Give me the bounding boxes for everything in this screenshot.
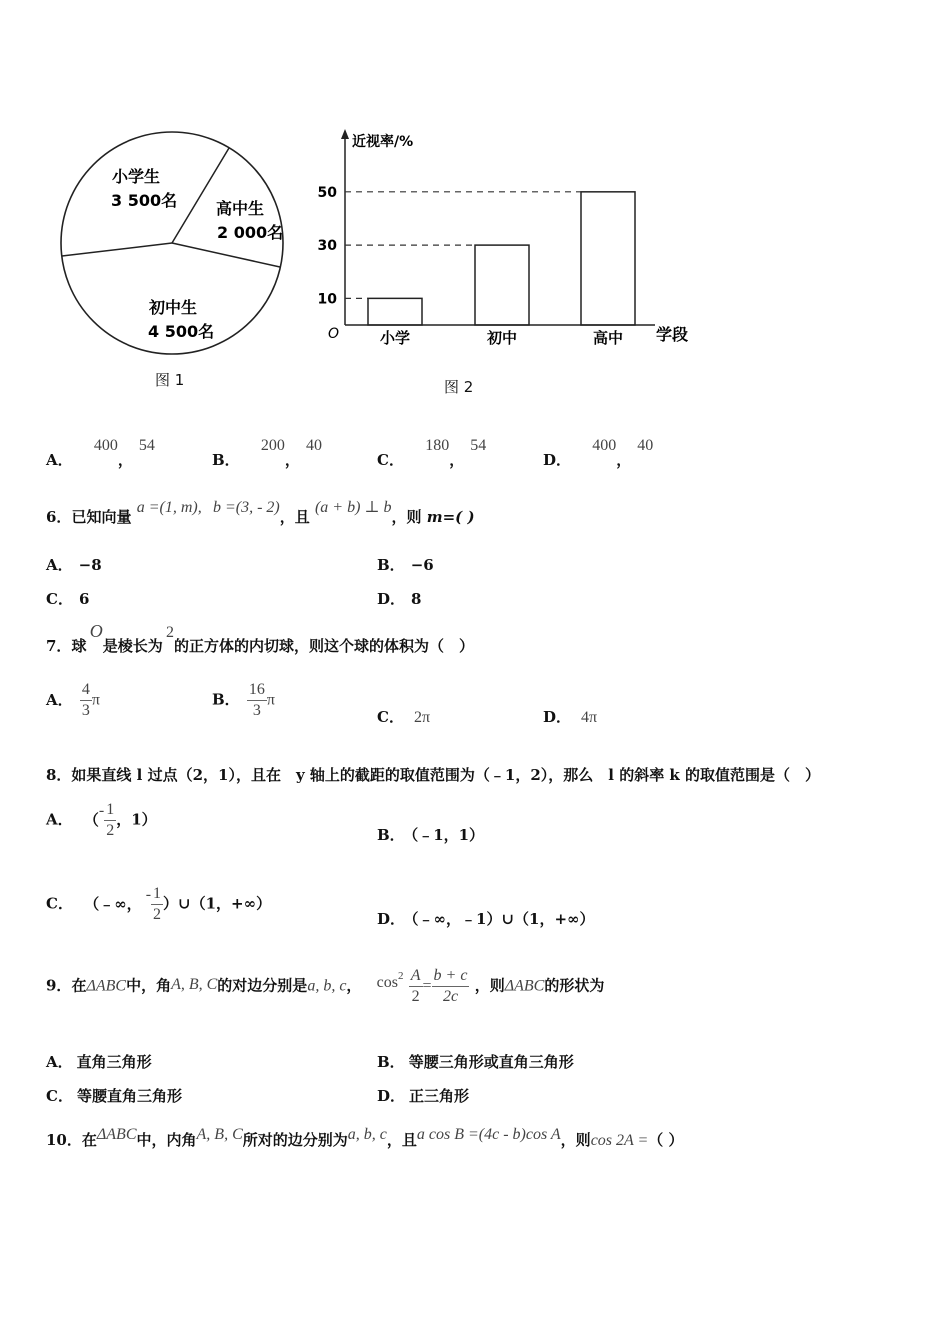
- pie-label-middle: 初中生: [149, 298, 198, 317]
- q7-c-text: 2π: [413, 709, 431, 726]
- q5-c-sep: ，: [449, 451, 465, 469]
- q5-d-letter: D．: [543, 451, 572, 469]
- q8-a-close: ，1）: [116, 810, 157, 829]
- figure2-bar-chart: [310, 125, 710, 355]
- q6-number: 6．: [46, 508, 72, 526]
- q6-vector-b: b =(3, - 2): [212, 499, 280, 516]
- q7-t2: 是棱长为: [102, 637, 163, 655]
- q8-a-num: 1: [104, 800, 116, 821]
- q6-ask: m=( ): [426, 508, 475, 526]
- q5-c-v2: 54: [470, 437, 487, 454]
- q10-stem: [46, 1123, 684, 1149]
- q5-b-sep: ，: [284, 451, 300, 469]
- q7-b-den: 3: [252, 702, 261, 719]
- q10-t1: 在: [81, 1131, 97, 1149]
- q9-t3: 的对边分别是: [217, 976, 308, 995]
- pie-label-primary: 小学生: [112, 167, 161, 186]
- q9-number: 9．: [46, 976, 72, 995]
- q7-d-text: 4π: [581, 709, 598, 726]
- q6-condition: (a + b) ⊥ b: [314, 499, 392, 516]
- q9-d-letter: D．: [377, 1087, 406, 1105]
- q9-equals: =: [422, 977, 432, 995]
- q8-c-fraction: [151, 884, 163, 925]
- q7-a-letter: A．: [46, 690, 73, 709]
- q9-t2: 中，角: [126, 976, 172, 995]
- q9-a-text: 直角三角形: [76, 1053, 152, 1071]
- q5-d-sep: ，: [616, 451, 632, 469]
- q8-a-letter: A．: [46, 810, 73, 829]
- q8-c-letter: C．: [46, 894, 73, 913]
- q7-number: 7．: [46, 637, 72, 655]
- q8-d-letter: D．: [377, 910, 406, 928]
- q7-b-num: 16: [247, 680, 267, 701]
- q9-f1-den: 2: [411, 988, 420, 1005]
- q5-option-b[interactable]: [212, 434, 322, 469]
- q5-d-v1: 400: [592, 437, 617, 454]
- pie-count-middle: 4 500名: [148, 322, 215, 341]
- q5-option-a[interactable]: [46, 434, 155, 469]
- q9-c-text: 等腰直角三角形: [76, 1087, 182, 1105]
- q9-f2-num: b + c: [432, 966, 470, 987]
- q8-c-minus: -: [145, 885, 152, 903]
- q10-t2: 中，内角: [136, 1131, 197, 1149]
- q5-b-v1: 200: [260, 437, 285, 454]
- q7-b-fraction: [247, 680, 267, 721]
- q6-option-a[interactable]: [46, 554, 102, 575]
- q10-t3: 所对的边分别为: [242, 1131, 348, 1149]
- q7-c-letter: C．: [377, 708, 404, 726]
- q6-b-letter: B．: [377, 556, 405, 574]
- q8-b-text: （﹣1，1）: [410, 826, 485, 844]
- q9-t4: ，: [346, 976, 362, 995]
- q8-c-open: （﹣∞，: [84, 894, 142, 913]
- q6-d-text: 8: [411, 590, 422, 608]
- q8-option-b[interactable]: [377, 824, 484, 845]
- q8-a-fraction: [104, 800, 116, 841]
- q10-triangle: ΔABC: [96, 1126, 137, 1143]
- q5-a-v1: 400: [93, 437, 118, 454]
- q5-a-letter: A．: [46, 451, 73, 469]
- q5-b-letter: B．: [212, 451, 240, 469]
- q6-b-text: −6: [410, 556, 434, 574]
- q9-triangle-2: ΔABC: [504, 977, 545, 995]
- q8-option-d[interactable]: [377, 908, 595, 929]
- q7-option-a[interactable]: [46, 680, 100, 721]
- pie-count-primary: 3 500名: [111, 191, 178, 210]
- pie-count-high: 2 000名: [217, 223, 284, 242]
- q6-t3: ，则: [391, 508, 422, 526]
- q10-sides: a, b, c: [347, 1126, 387, 1143]
- q8-b-letter: B．: [377, 826, 405, 844]
- q9-fraction-1: [409, 966, 423, 1007]
- q8-a-den: 2: [106, 822, 115, 839]
- q6-d-letter: D．: [377, 590, 406, 608]
- q6-c-text: 6: [78, 590, 90, 608]
- q10-angles: A, B, C: [196, 1126, 243, 1143]
- q9-cos: cos: [376, 973, 398, 991]
- q8-a-minus: -: [98, 801, 105, 819]
- q8-stem: 8．如果直线 l 过点（2，1），且在 y 轴上的截距的取值范围为（﹣1，2），那么 l 的斜率 k 的取值范围是（ ）: [46, 766, 821, 784]
- q9-sides: a, b, c: [307, 977, 347, 995]
- q9-triangle: ΔABC: [86, 977, 127, 995]
- q10-equation: a cos B =(4c - b)cos A: [416, 1126, 561, 1143]
- bar-3: [581, 192, 635, 325]
- q6-option-d[interactable]: [377, 588, 421, 609]
- q8-c-den: 2: [153, 906, 162, 923]
- q6-vector-a: a =(1, m),: [136, 499, 202, 516]
- q9-b-text: 等腰三角形或直角三角形: [408, 1053, 574, 1071]
- x-axis-label: 学段: [656, 325, 689, 344]
- q7-d-letter: D．: [543, 708, 572, 726]
- q6-stem: [46, 496, 475, 526]
- q5-option-c[interactable]: [377, 434, 487, 469]
- q5-d-v2: 40: [637, 437, 654, 454]
- q9-t5: ，则: [474, 976, 505, 995]
- q7-option-b[interactable]: [212, 680, 275, 721]
- q8-a-open: （: [83, 810, 99, 829]
- q7-b-pi: π: [266, 691, 275, 709]
- q9-t6: 的形状为: [544, 976, 605, 995]
- y-tick-label-2: 30: [317, 238, 337, 255]
- q7-b-letter: B．: [212, 690, 240, 709]
- q7-t1: 球: [71, 637, 87, 655]
- pie-label-high: 高中生: [216, 199, 265, 218]
- q7-a-fraction: [80, 680, 92, 721]
- q6-a-letter: A．: [46, 556, 73, 574]
- q7-option-d[interactable]: [543, 706, 597, 727]
- q7-center-o: O: [89, 621, 103, 641]
- q10-t4: ，且: [386, 1131, 417, 1149]
- q7-a-num: 4: [80, 680, 92, 701]
- q7-t3: 的正方体的内切球，则这个球的体积为（ ）: [173, 637, 474, 655]
- q9-angles: A, B, C: [171, 975, 218, 993]
- q8-c-num: 1: [151, 884, 163, 905]
- q9-f1-num: A: [409, 966, 423, 987]
- y-tick-label-1: 10: [317, 291, 337, 308]
- q9-square: 2: [398, 969, 404, 982]
- q10-t6: （ ）: [648, 1131, 684, 1149]
- q5-c-v1: 180: [425, 437, 450, 454]
- origin-label: O: [328, 326, 340, 342]
- q5-option-d[interactable]: [543, 434, 654, 469]
- q7-a-den: 3: [81, 702, 90, 719]
- q9-a-letter: A．: [46, 1053, 73, 1071]
- q7-a-pi: π: [91, 691, 100, 709]
- q9-option-d[interactable]: [377, 1085, 469, 1106]
- q5-a-v2: 54: [138, 437, 155, 454]
- q9-stem: [46, 966, 604, 1007]
- q9-c-letter: C．: [46, 1087, 73, 1105]
- figure1-pie-chart: [55, 125, 295, 365]
- x-category-label-1: 小学: [379, 329, 411, 347]
- q9-option-c[interactable]: [46, 1085, 182, 1106]
- q6-a-text: −8: [78, 556, 102, 574]
- q5-c-letter: C．: [377, 451, 404, 469]
- q6-c-letter: C．: [46, 590, 73, 608]
- q10-number: 10．: [46, 1131, 82, 1149]
- q8-c-close: ）∪（1，+∞）: [163, 894, 272, 913]
- q7-option-c[interactable]: [377, 706, 430, 727]
- q8-option-a[interactable]: [46, 800, 157, 841]
- x-category-label-3: 高中: [592, 329, 624, 347]
- q5-a-sep: ，: [117, 451, 133, 469]
- q6-t1: 已知向量: [71, 508, 132, 526]
- q10-t5: ，则: [560, 1131, 591, 1149]
- q6-t2: ，且: [279, 508, 310, 526]
- q10-ask: cos 2A =: [590, 1132, 649, 1149]
- q9-b-letter: B．: [377, 1053, 405, 1071]
- x-category-label-2: 初中: [486, 329, 518, 347]
- q8-d-text: （﹣∞，﹣1）∪（1，+∞）: [411, 910, 595, 928]
- q9-option-b[interactable]: [377, 1051, 574, 1072]
- q8-option-c[interactable]: [46, 884, 271, 925]
- figure2-caption: 图 2: [444, 378, 474, 396]
- q5-b-v2: 40: [305, 437, 322, 454]
- q6-option-c[interactable]: [46, 588, 89, 609]
- pie-divider-3: [62, 243, 172, 256]
- bar-2: [475, 245, 529, 325]
- q9-f2-den: 2c: [442, 988, 459, 1005]
- q7-edge-length: 2: [165, 624, 174, 641]
- q6-option-b[interactable]: [377, 554, 434, 575]
- q9-d-text: 正三角形: [409, 1087, 470, 1105]
- q9-t1: 在: [71, 976, 87, 995]
- y-tick-label-3: 50: [317, 184, 337, 201]
- y-axis-arrow: [341, 129, 349, 139]
- bar-1: [368, 298, 422, 325]
- q9-option-a[interactable]: [46, 1051, 152, 1072]
- pie-divider-2: [172, 243, 280, 267]
- q9-fraction-2: [432, 966, 470, 1007]
- q7-stem: [46, 621, 474, 655]
- y-axis-label: 近视率/%: [352, 134, 414, 150]
- figure1-caption: 图 1: [155, 371, 185, 389]
